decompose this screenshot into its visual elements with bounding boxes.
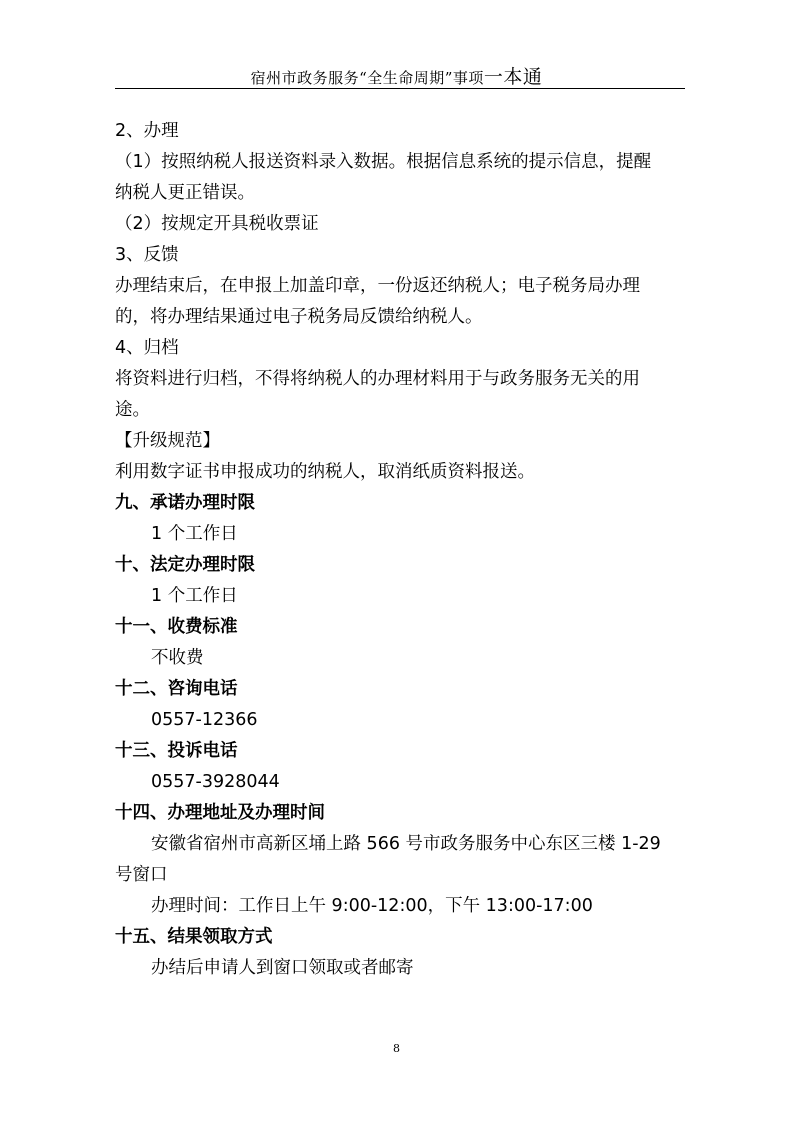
paragraph-line: （1）按照纳税人报送资料录入数据。根据信息系统的提示信息，提醒 bbox=[115, 152, 652, 172]
section-value: 1 个工作日 bbox=[151, 524, 238, 544]
paragraph-line: 纳税人更正错误。 bbox=[115, 183, 255, 203]
complaint-phone-number: 0557-3928044 bbox=[151, 772, 280, 792]
section-heading-legal-time: 十、法定办理时限 bbox=[115, 555, 255, 575]
step-heading: 4、归档 bbox=[115, 338, 179, 358]
step-heading: 2、办理 bbox=[115, 121, 179, 141]
paragraph-line: （2）按规定开具税收票证 bbox=[115, 214, 319, 234]
office-address: 安徽省宿州市高新区埇上路 566 号市政务服务中心东区三楼 1-29 bbox=[151, 834, 661, 854]
section-heading-complaint-phone: 十三、投诉电话 bbox=[115, 741, 238, 761]
page-number: 8 bbox=[393, 1042, 400, 1055]
section-heading-promised-time: 九、承诺办理时限 bbox=[115, 493, 255, 513]
header-divider bbox=[115, 88, 685, 89]
office-address-continued: 号窗口 bbox=[115, 865, 168, 885]
section-heading-fee: 十一、收费标准 bbox=[115, 617, 238, 637]
section-heading-result-pickup: 十五、结果领取方式 bbox=[115, 927, 273, 947]
section-value: 不收费 bbox=[151, 648, 204, 668]
header-title-suffix: 一本通 bbox=[483, 66, 543, 88]
step-heading: 3、反馈 bbox=[115, 245, 179, 265]
section-value: 1 个工作日 bbox=[151, 586, 238, 606]
consult-phone-number: 0557-12366 bbox=[151, 710, 258, 730]
paragraph-line: 利用数字证书申报成功的纳税人，取消纸质资料报送。 bbox=[115, 462, 535, 482]
header-title: 宿州市政务服务“全生命周期”事项 bbox=[250, 69, 484, 87]
section-value: 办结后申请人到窗口领取或者邮寄 bbox=[151, 958, 414, 978]
paragraph-line: 办理结束后，在申报上加盖印章，一份返还纳税人；电子税务局办理 bbox=[115, 276, 640, 296]
paragraph-line: 的，将办理结果通过电子税务局反馈给纳税人。 bbox=[115, 307, 483, 327]
paragraph-line: 将资料进行归档，不得将纳税人的办理材料用于与政务服务无关的用 bbox=[115, 369, 640, 389]
paragraph-line: 途。 bbox=[115, 400, 150, 420]
office-hours: 办理时间：工作日上午 9:00-12:00，下午 13:00-17:00 bbox=[151, 896, 593, 916]
section-heading-address-hours: 十四、办理地址及办理时间 bbox=[115, 803, 325, 823]
running-header bbox=[0, 62, 793, 89]
upgrade-spec-heading: 【升级规范】 bbox=[115, 431, 220, 451]
document-body bbox=[115, 116, 690, 984]
section-heading-consult-phone: 十二、咨询电话 bbox=[115, 679, 238, 699]
